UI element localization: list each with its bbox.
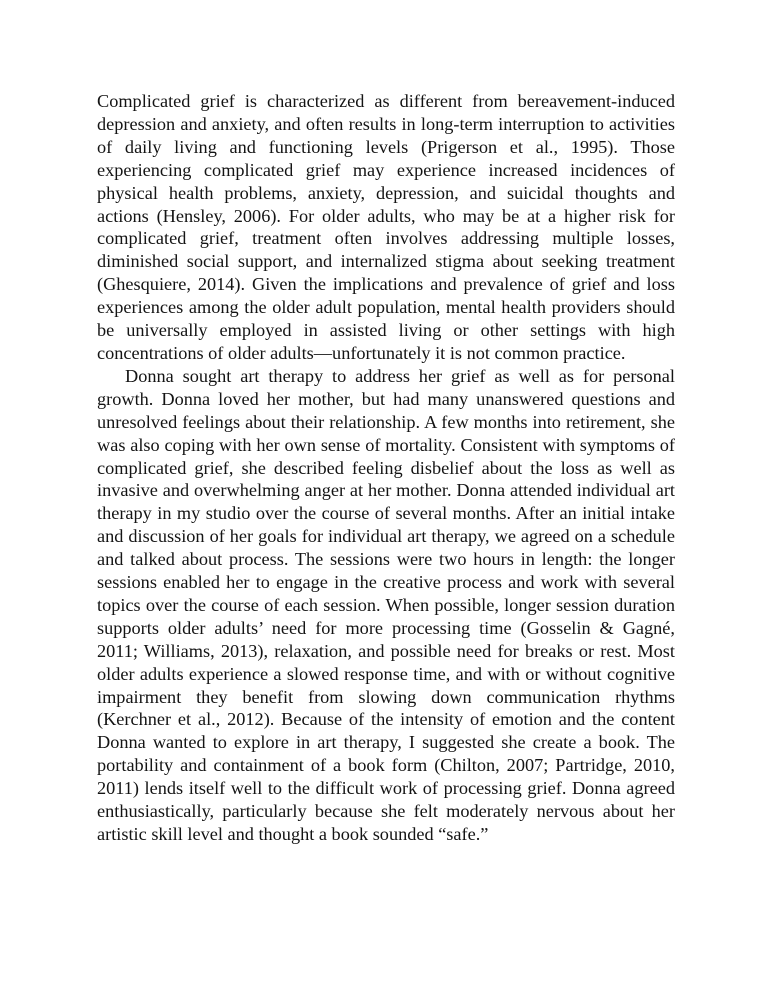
- paragraph-complicated-grief: Complicated grief is characterized as different from bereavement-induced depression and anxiety, and often results in long-term interruption to activities of daily living and functioning levels (Prigerson et al., 1995). Those experiencing complicated grief may experience increased incidences of physical health problems, anxiety, depression, and suicidal thoughts and actions (Hensley, 2006). For older adults, who may be at a higher risk for complicated grief, treatment often involves addressing multiple losses, diminished social support, and internalized stigma about seeking treatment (Ghesquiere, 2014). Given the implications and prevalence of grief and loss experiences among the older adult population, mental health providers should be universally employed in assisted living or other settings with high concentrations of older adults—unfortunately it is not common practice.: [97, 91, 675, 363]
- body-text: [97, 90, 675, 846]
- paragraph-donna-case: Donna sought art therapy to address her grief as well as for personal growth. Donna loved her mother, but had many unanswered questions and unresolved feelings about their relationship. A few months into retirement, she was also coping with her own sense of mortality. Consistent with symptoms of complicated grief, she described feeling disbelief about the loss as well as invasive and overwhelming anger at her mother. Donna attended individual art therapy in my studio over the course of several months. After an initial intake and discussion of her goals for individual art therapy, we agreed on a schedule and talked about process. The sessions were two hours in length: the longer sessions enabled her to engage in the creative process and work with several topics over the course of each session. When possible, longer session duration supports older adults’ need for more processing time (Gosselin & Gagné, 2011; Williams, 2013), relaxation, and possible need for breaks or rest. Most older adults experience a slowed response time, and with or without cognitive impairment they benefit from slowing down communication rhythms (Kerchner et al., 2012). Because of the intensity of emotion and the content Donna wanted to explore in art therapy, I suggested she create a book. The portability and containment of a book form (Chilton, 2007; Partridge, 2010, 2011) lends itself well to the difficult work of processing grief. Donna agreed enthusiastically, particularly because she felt moderately nervous about her artistic skill level and thought a book sounded “safe.”: [97, 365, 675, 844]
